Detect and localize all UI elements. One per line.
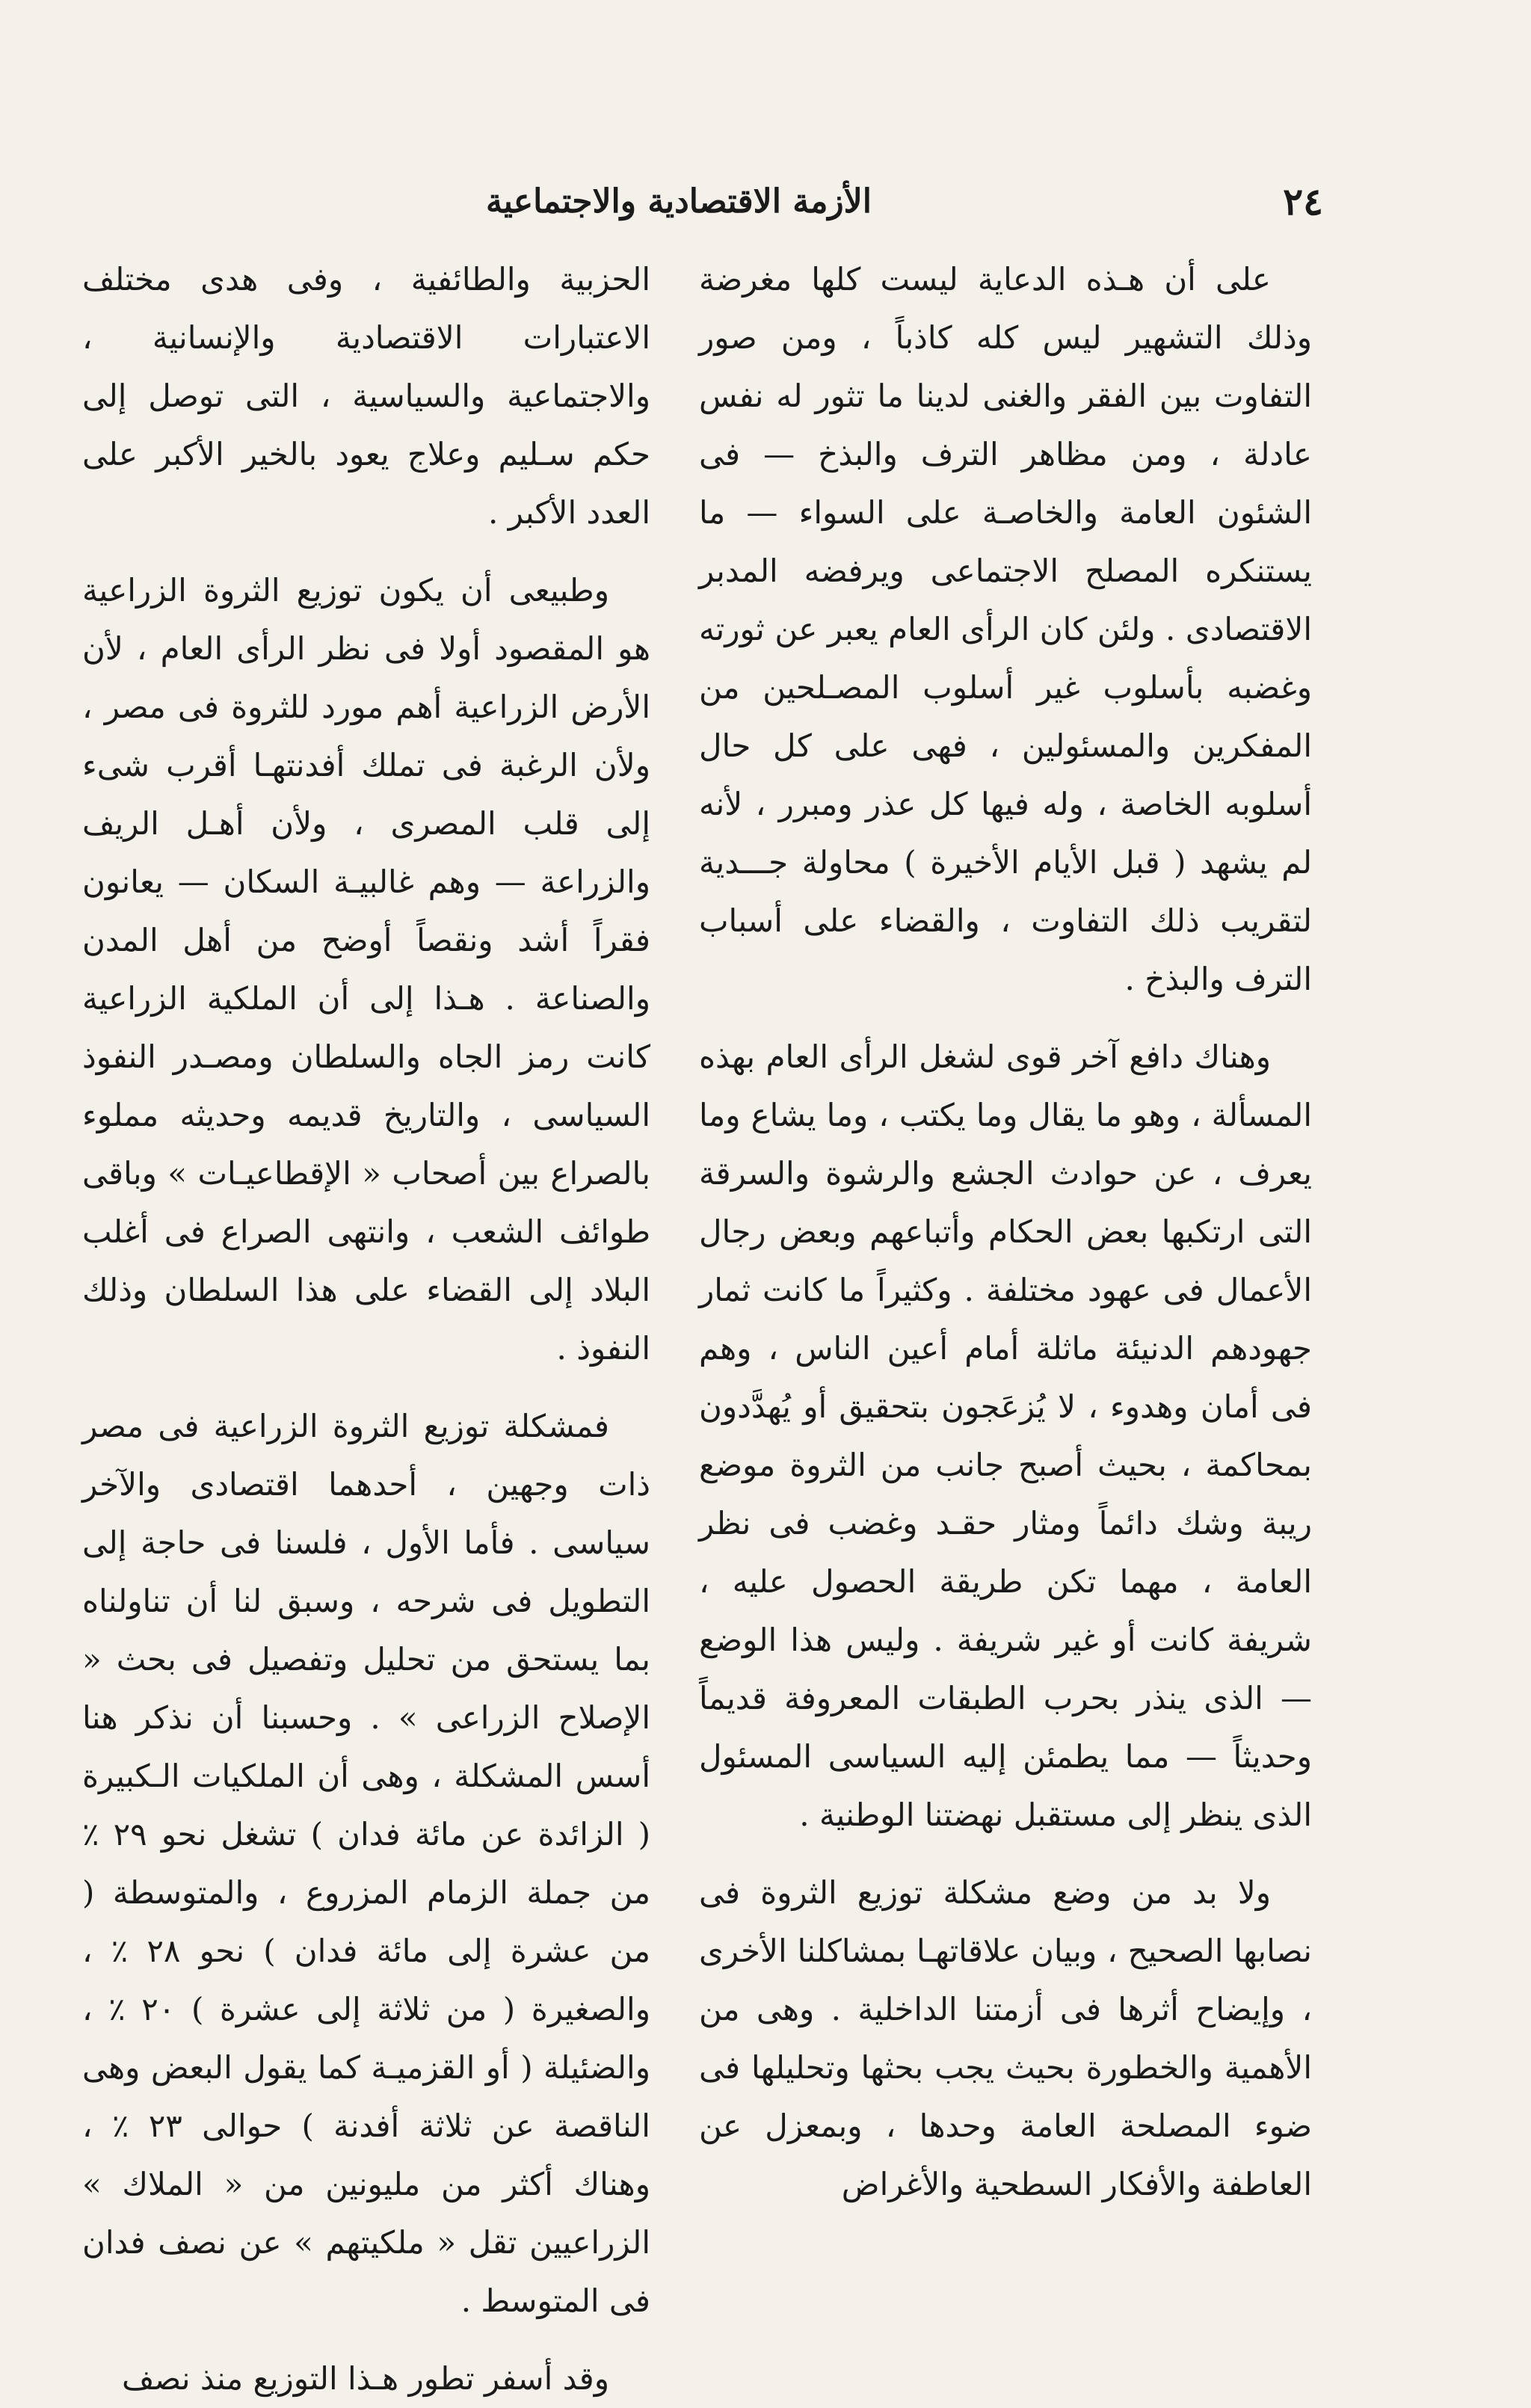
running-title: الأزمة الاقتصادية والاجتماعية xyxy=(486,182,872,221)
paragraph: فمشكلة توزيع الثروة الزراعية فى مصر ذات وجهين ، أحدهما اقتصادى والآخر سياسى . فأما الأول ، فلسنا فى حاجة إلى التطويل فى شرحه ، وسبق لنا أن تناولناه بما يستحق من تحليل وتفصيل فى بحث « الإصلاح الزراعى » . وحسبنا أن نذكر هنا أسس المشكلة ، وهى أن الملكيات الـكبيرة ( الزائدة عن مائة فدان ) تشغل نحو ٢٩ ٪ من جملة الزمام المزروع ، والمتوسطة ( من عشرة إلى مائة فدان ) نحو ٢٨ ٪ ، والصغيرة ( من ثلاثة إلى عشرة ) ٢٠ ٪ ، والضئيلة ( أو القزميـة كما يقول البعض وهى الناقصة عن ثلاثة أفدنة ) حوالى ٢٣ ٪ ، وهناك أكثر من مليونين من « الملاك » الزراعيين تقل « ملكيتهم » عن نصف فدان فى المتوسط . xyxy=(82,1408,650,2319)
left-column xyxy=(82,250,650,2408)
paragraph: ولا بد من وضع مشكلة توزيع الثروة فى نصابها الصحيح ، وبيان علاقاتهـا بمشاكلنا الأخرى ، وإيضاح أثرها فى أزمتنا الداخلية . وهى من الأهمية والخطورة بحيث يجب بحثها وتحليلها فى ضوء المصلحة العامة وحدها ، وبمعزل عن العاطفة والأفكار السطحية والأغراض xyxy=(699,1874,1312,2202)
right-column xyxy=(699,250,1312,2214)
paragraph: وهناك دافع آخر قوى لشغل الرأى العام بهذه المسألة ، وهو ما يقال وما يكتب ، وما يشاع وما يعرف ، عن حوادث الجشع والرشوة والسرقة التى ارتكبها بعض الحكام وأتباعهم وبعض رجال الأعمال فى عهود مختلفة . وكثيراً ما كانت ثمار جهودهم الدنيئة ماثلة أمام أعين الناس ، وهم فى أمان وهدوء ، لا يُزعَجون بتحقيق أو يُهدَّدون بمحاكمة ، بحيث أصبح جانب من الثروة موضع ريبة وشك دائماً ومثار حقـد وغضب فى نظر العامة ، مهما تكن طريقة الحصول عليه ، شريفة كانت أو غير شريفة . وليس هذا الوضع — الذى ينذر بحرب الطبقات المعروفة قديماً وحديثاً — مما يطمئن إليه السياسى المسئول الذى ينظر إلى مستقبل نهضتنا الوطنية . xyxy=(699,1038,1312,1833)
paragraph: وقد أسفر تطور هـذا التوزيع منذ نصف xyxy=(121,2360,609,2397)
page-header xyxy=(486,168,1323,235)
paragraph: وطبيعى أن يكون توزيع الثروة الزراعية هو المقصود أولا فى نظر الرأى العام ، لأن الأرض الزراعية أهم مورد للثروة فى مصر ، ولأن الرغبة فى تملك أفدنتهـا أقرب شىء إلى قلب المصرى ، ولأن أهـل الريف والزراعة — وهم غالبيـة السكان — يعانون فقراً أشد ونقصاً أوضح من أهل المدن والصناعة . هـذا إلى أن الملكية الزراعية كانت رمز الجاه والسلطان ومصـدر النفوذ السياسى ، والتاريخ قديمه وحديثه مملوء بالصراع بين أصحاب « الإقطاعيـات » وباقى طوائف الشعب ، وانتهى الصراع فى أغلب البلاد إلى القضاء على هذا السلطان وذلك النفوذ . xyxy=(82,572,650,1367)
paragraph: على أن هـذه الدعاية ليست كلها مغرضة وذلك التشهير ليس كله كاذباً ، ومن صور التفاوت بين الفقر والغنى لدينا ما تثور له نفس عادلة ، ومن مظاهر الترف والبذخ — فى الشئون العامة والخاصـة على السواء — ما يستنكره المصلح الاجتماعى ويرفضه المدبر الاقتصادى . ولئن كان الرأى العام يعبر عن ثورته وغضبه بأسلوب غير أسلوب المصـلحين من المفكرين والمسئولين ، فهى على كل حال أسلوبه الخاصة ، وله فيها كل عذر ومبرر ، لأنه لم يشهد ( قبل الأيام الأخيرة ) محاولة جـــدية لتقريب ذلك التفاوت ، والقضاء على أسباب الترف والبذخ . xyxy=(699,261,1312,997)
page-number: ٢٤ xyxy=(1283,179,1323,224)
paragraph-continued: الحزبية والطائفية ، وفى هدى مختلف الاعتبارات الاقتصادية والإنسانية ، والاجتماعية والسياسية ، التى توصل إلى حكم سـليم وعلاج يعود بالخير الأكبر على العدد الأكبر . xyxy=(82,261,650,531)
